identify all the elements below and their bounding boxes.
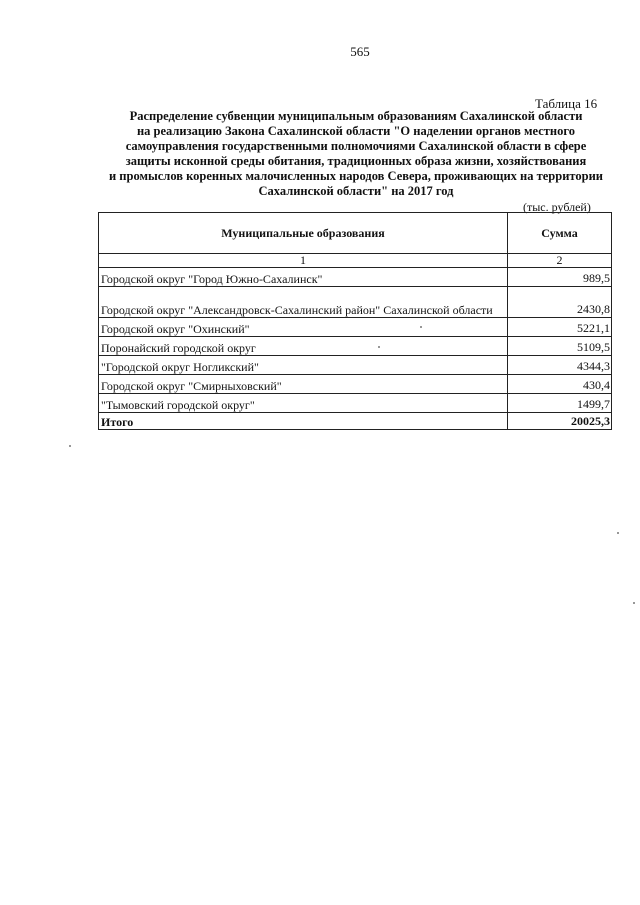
amount-value: 2430,8 — [508, 287, 612, 318]
amount-value: 989,5 — [508, 268, 612, 287]
column-number: 2 — [508, 254, 612, 268]
amount-value: 5109,5 — [508, 337, 612, 356]
municipality-name: Городской округ "Смирныховский" — [99, 375, 508, 394]
scan-speck — [69, 445, 71, 447]
scan-speck — [617, 532, 619, 534]
scan-speck — [420, 326, 422, 328]
table-row — [99, 268, 612, 287]
table-caption: Таблица 16 — [535, 96, 598, 111]
document-title — [96, 109, 616, 199]
municipality-name: Городской округ "Город Южно-Сахалинск" — [99, 268, 508, 287]
column-number: 1 — [99, 254, 508, 268]
title-line: самоуправления государственными полномочиями Сахалинской области в сфере — [125, 139, 587, 153]
amount-value: 5221,1 — [508, 318, 612, 337]
total-label: Итого — [99, 413, 508, 430]
title-line: на реализацию Закона Сахалинской области "О наделении органов местного — [136, 124, 575, 138]
table-row — [99, 356, 612, 375]
title-line: и промыслов коренных малочисленных народов Севера, проживающих на территории — [108, 169, 603, 183]
amount-value: 430,4 — [508, 375, 612, 394]
table-row — [99, 318, 612, 337]
municipality-name: "Городской округ Ногликский" — [99, 356, 508, 375]
subvention-table — [98, 212, 612, 430]
header-municipalities: Муниципальные образования — [99, 213, 508, 254]
municipality-name: "Тымовский городской округ" — [99, 394, 508, 413]
scan-speck — [633, 602, 635, 604]
municipality-name: Городской округ "Охинский" — [99, 318, 508, 337]
table-row — [99, 287, 612, 318]
title-line: Распределение субвенции муниципальным образованиям Сахалинской области — [129, 109, 583, 123]
title-line: Сахалинской области" на 2017 год — [258, 184, 454, 198]
municipality-name: Поронайский городской округ — [99, 337, 508, 356]
units-label: (тыс. рублей) — [523, 200, 591, 214]
table-row — [99, 375, 612, 394]
municipality-name: Городской округ "Александровск-Сахалинский район" Сахалинской области — [99, 287, 508, 318]
total-amount: 20025,3 — [508, 413, 612, 430]
amount-value: 1499,7 — [508, 394, 612, 413]
amount-value: 4344,3 — [508, 356, 612, 375]
scan-speck — [378, 346, 380, 348]
title-line: защиты исконной среды обитания, традиционных образа жизни, хозяйствования — [125, 154, 587, 168]
table-row — [99, 394, 612, 413]
table-row — [99, 337, 612, 356]
header-amount: Сумма — [508, 213, 612, 254]
total-row — [99, 413, 612, 430]
table-header-row — [99, 213, 612, 254]
page-number: 565 — [350, 44, 370, 59]
column-number-row — [99, 254, 612, 268]
